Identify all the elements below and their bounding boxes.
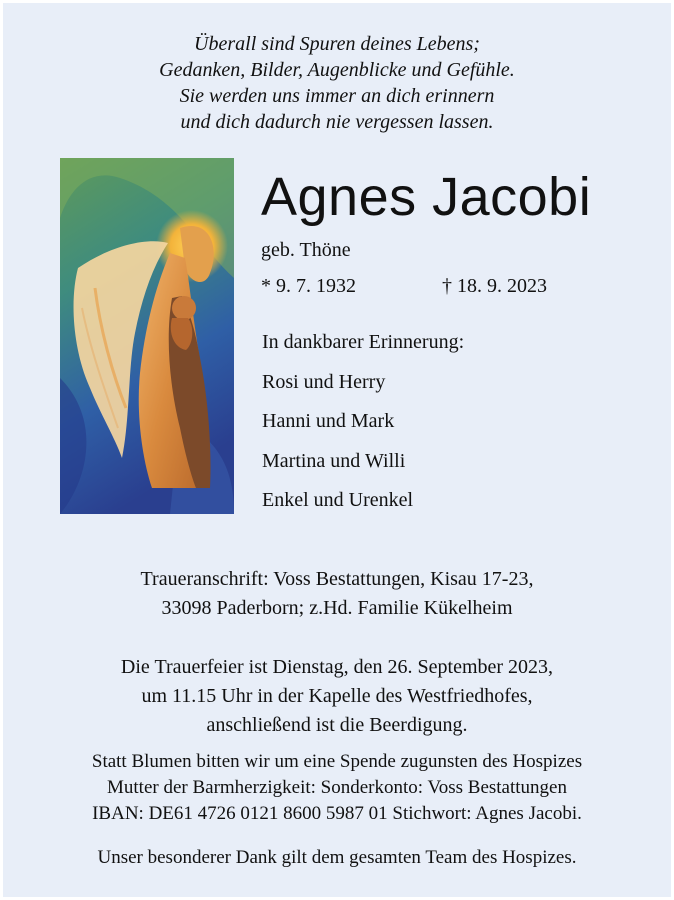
mourning-address bbox=[3, 565, 671, 623]
birth-date: * 9. 7. 1932 bbox=[261, 275, 356, 297]
poem-line: Überall sind Spuren deines Lebens; bbox=[194, 33, 480, 55]
list-item: In dankbarer Erinnerung: bbox=[262, 331, 465, 353]
poem-line: Gedanken, Bilder, Augenblicke und Gefühle. bbox=[159, 59, 515, 81]
obituary-card bbox=[3, 3, 671, 897]
service-line: Die Trauerfeier ist Dienstag, den 26. September 2023, bbox=[120, 656, 554, 678]
donation-line: IBAN: DE61 4726 0121 8600 5987 01 Stichwort: Agnes Jacobi. bbox=[92, 803, 582, 824]
angel-watercolor-image bbox=[60, 158, 234, 514]
death-date: † 18. 9. 2023 bbox=[442, 275, 547, 297]
memorial-poem bbox=[3, 31, 671, 135]
poem-line: Sie werden uns immer an dich erinnern bbox=[179, 85, 495, 107]
address-line: 33098 Paderborn; z.Hd. Familie Kükelheim bbox=[161, 597, 513, 619]
poem-line: und dich dadurch nie vergessen lassen. bbox=[180, 111, 494, 133]
list-item: Enkel und Urenkel bbox=[262, 489, 414, 511]
list-item: Rosi und Herry bbox=[262, 370, 386, 393]
funeral-service-info bbox=[3, 653, 671, 740]
service-line: anschließend ist die Beerdigung. bbox=[206, 714, 468, 736]
thanks-note: Unser besonderer Dank gilt dem gesamten Team des Hospizes. bbox=[97, 847, 577, 868]
address-line: Traueranschrift: Voss Bestattungen, Kisau 17-23, bbox=[140, 568, 534, 590]
donation-line: Statt Blumen bitten wir um eine Spende zugunsten des Hospizes bbox=[91, 751, 583, 772]
service-line: um 11.15 Uhr in der Kapelle des Westfriedhofes, bbox=[141, 685, 533, 707]
birth-name: geb. Thöne bbox=[261, 239, 351, 261]
donation-info bbox=[3, 749, 671, 827]
list-item: Hanni und Mark bbox=[262, 410, 395, 432]
list-item: Martina und Willi bbox=[262, 449, 406, 472]
donation-line: Mutter der Barmherzigkeit: Sonderkonto: Voss Bestattungen bbox=[107, 777, 567, 798]
deceased-name: Agnes Jacobi bbox=[261, 167, 592, 227]
mourners-list bbox=[262, 329, 464, 527]
